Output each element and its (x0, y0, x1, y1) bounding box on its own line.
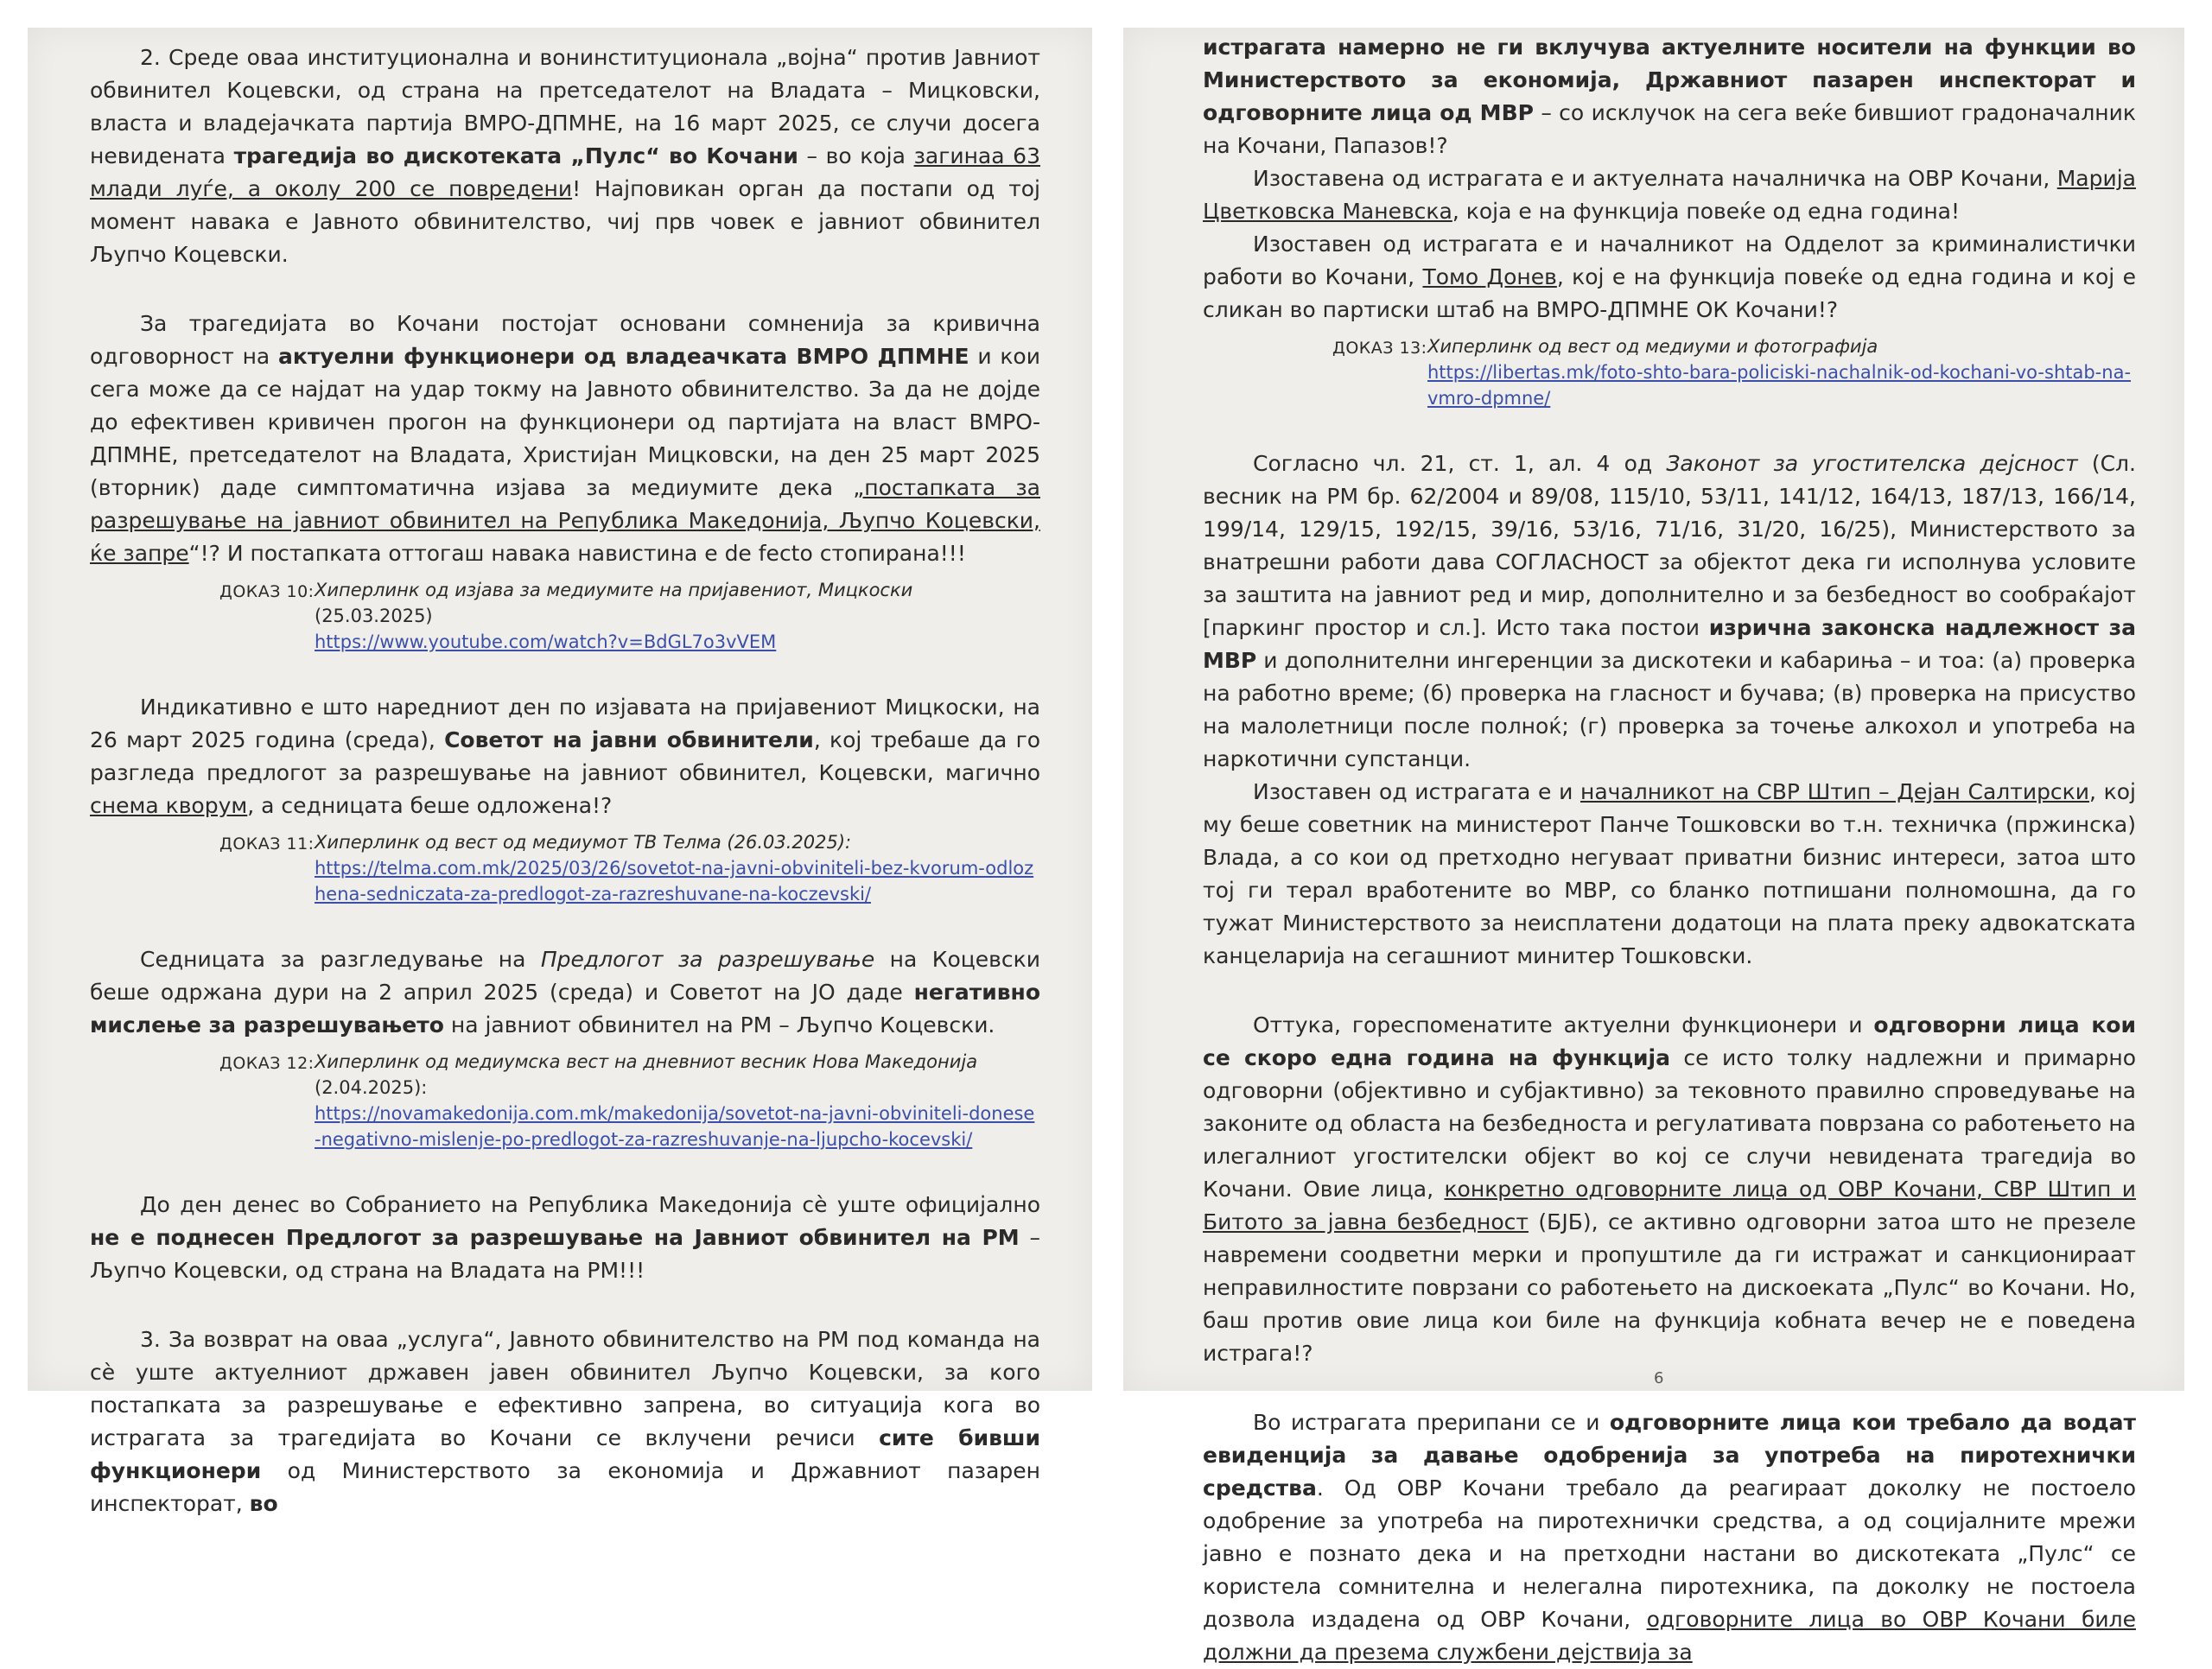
evidence-date: (2.04.2025): (315, 1077, 428, 1098)
paragraph-ovr-chief (1203, 162, 2136, 228)
text-span: . Од ОВР Кочани требало да реагираат доколку не постоело одобрение за употреба на пиротехнички средства, а од социјалните мрежи јавно е познато дека и на претходни настани во дискотеката „Пулс“ се користела сомнителна и нелегална пиротехника, па доколку не постоела дозвола издадена од ОВР Кочани, (1203, 1475, 2136, 1632)
bold-text: трагедија во дискотеката „Пулс“ во Кочани (233, 143, 798, 168)
text-span: (Сл. весник на РМ бр. 62/2004 и 89/08, 115/10, 53/11, 141/12, 164/13, 187/13, 166/14, 199/14, 129/15, 192/15, 39/16, 53/16, 71/16, 31/20, 16/25), Министерството за внатрешни работи дава СОГЛАСНОСТ за објектот дека ги исполнува условите за заштита на јавниот ред и мир, дополнително и за безбедност во сообраќајот [паркинг простор и сл.]. Исто така постои (1203, 451, 2136, 640)
paragraph-council-quorum (90, 691, 1040, 822)
text-span: , кој е на функција повеќе од една година и кој е сликан во партиски штаб на ВМРО-ДПМНЕ ОК Кочани!? (1203, 264, 2136, 322)
bold-text: негативно мислење за разрешувањето (90, 980, 1040, 1038)
text-span: Изоставен од истрагата е и началникот на Одделот за криминалистички работи во Кочани, (1203, 232, 2136, 289)
bold-text: актуелни функционери од владеачката ВМРО ДПМНЕ (277, 344, 969, 369)
underlined-text: Томо Донев (1422, 264, 1557, 289)
italic-text: Законот за угостителска дејсност (1666, 451, 2078, 476)
text-span: , кој требаше да го разгледа предлогот за разрешување на јавниот обвинител, Коцевски, магично (90, 727, 1041, 785)
document-page-right (1123, 28, 2184, 1665)
paragraph-pyrotechnics (1203, 1406, 2136, 1669)
bold-text: Советот на јавни обвинители (444, 727, 814, 752)
evidence-label: ДОКАЗ 11: (219, 834, 315, 854)
bold-text: во (249, 1491, 278, 1516)
evidence-label: ДОКАЗ 12: (219, 1054, 315, 1073)
text-span: на Коцевски беше одржана дури на 2 април 2025 (среда) и Советот на ЈО даде (90, 947, 1040, 1005)
paragraph-hospitality-law (1203, 447, 2136, 776)
text-span: – со исклучок на сега веќе бившиот градоначалник на Кочани, Папазов!? (1203, 100, 2136, 158)
text-span: (БЈБ), се активно одговорни затоа што не презеле навремени соодветни мерки и пропуштиле да ги истражат и санкционираат неправилностите поврзани со работењето на дискоеката „Пулс“ во Кочани. Но, баш против овие лица кои биле на функција кобната вечер не е поведена истрага!? (1203, 1209, 2136, 1366)
evidence-link[interactable]: https://telma.com.mk/2025/03/26/sovetot-na-javni-obviniteli-bez-kvorum-odlozhena-sedniczata-za-predlogot-za-razreshuvane-na-koczevski/ (315, 858, 1034, 904)
paragraph-responsible-persons (1203, 1009, 2136, 1370)
bold-text: одговорните лица кои требало да водат евиденција за давање одобренија за употреба на пиротехнички средства (1203, 1410, 2136, 1501)
bold-text: не е поднесен Предлогот за разрешување на Јавниот обвинител на РМ (90, 1225, 1020, 1250)
document-page-left (28, 28, 1092, 1516)
paragraph-session-april (90, 943, 1040, 1042)
evidence-description: Хиперлинк од вест од медиумот ТВ Телма (26.03.2025): (315, 832, 852, 853)
bold-text: сите бивши функционери (90, 1425, 1040, 1483)
evidence-description: Хиперлинк од изјава за медиумите на пријавениот, Мицкоски (315, 580, 913, 600)
text-span: се исто толку надлежни и примарно одговорни (објективно и субјактивно) за тековното правилно спроведување на законите од областа на безбедноста и регулативата поврзана со работењето на илегалниот угоститeлски објект во кој се случи невидената трагедија во Кочани. Овие лица, (1203, 1045, 2136, 1202)
text-span: Согласно чл. 21, ст. 1, ал. 4 од (1253, 451, 1667, 476)
underlined-text: началникот на СВР Штип – Дејан Салтирски (1580, 779, 2090, 804)
bold-text: одговорни лица кои се скоро една година на функција (1203, 1012, 2136, 1070)
text-span: – Љупчо Коцевски, од страна на Владата на РМ!!! (90, 1225, 1040, 1283)
text-span: на јавниот обвинител на РМ – Љупчо Коцевски. (443, 1012, 995, 1038)
text-span: , која е на функција повеќе од една година! (1452, 199, 1961, 224)
paragraph-continuation (1203, 31, 2136, 162)
text-span: и дополнителни ингеренции за дискотеки и кабариња – и тоа: (а) проверка на работно време; (б) проверка на гласност и бучава; (в) проверка на присуство на малолетници после полноќ; (г) проверка за точење алкохол и употреба на наркотични супстанци. (1203, 648, 2136, 771)
paragraph-point-2 (90, 41, 1040, 271)
text-span: и кои сега може да се најдат на удар токму на Јавното обвинителство. За да не дојде до ефективен кривичен прогон на функционери од партијата на власт ВМРО-ДПМНЕ, претседателот на Владата, Христијан Мицковски, на ден 25 март 2025 (вторник) даде симптоматична изјава за медиумите дека (90, 344, 1040, 500)
evidence-description: Хиперлинк од вест од медиуми и фотографија (1427, 336, 1878, 357)
page-number: 6 (1654, 1369, 1664, 1387)
underlined-text: Марија Цветковска Маневска (1203, 166, 2136, 224)
text-span: Седницата за разгледување на (140, 947, 541, 972)
text-span: До ден денес во Собранието на Република Македонија сè уште официјално (140, 1192, 1040, 1217)
text-span: За трагедијата во Кочани постојат основани сомненија за кривична одговорност на (90, 311, 1040, 369)
underlined-text: загинаа 63 млади луѓе, а околу 200 се повредени (90, 143, 1040, 201)
paragraph-svr-shtip (1203, 776, 2136, 973)
text-span: Индикативно е што наредниот ден по изјавата на пријавениот Мицкоски, на 26 март 2025 година (среда), (90, 695, 1040, 752)
paragraph-point-3 (90, 1323, 1040, 1520)
evidence-date: (25.03.2025) (315, 606, 433, 626)
text-span: 2. Среде оваа институционална и вонинституционала „војна“ против Јавниот обвинител Коцевски, од страна на претседателот на Владата – Мицковски, власта и владејачката партија ВМРО-ДПМНЕ, на 16 март 2025, се случи досега невидената (90, 45, 1040, 168)
text-span: 3. За возврат на оваа „услуга“, Јавното обвинителство на РМ под команда на сè уште актуелниот државен јавен обвинител Љупчо Коцевски, за кого постапката за разрешување е ефективно запрена, во ситуација кога во истрагата за трагедијата во Кочани се вклучени речиси (90, 1327, 1040, 1450)
underlined-text: снема кворум (90, 793, 248, 818)
text-span: , кој му беше советник на министерот Панче Тошковски во т.н. техничка (пржинска) Влада, а со кои од претходно негуваат приватни бизнис интереси, затоа што тој ги терал вработените во МВР, со бланко потпишани полномошна, да го тужат Министерството за неисплатени додатоци на плата преку адвокатската канцеларија на сегашниот минитер Тошковски. (1203, 779, 2136, 968)
evidence-label: ДОКАЗ 13: (1332, 339, 1427, 358)
bold-text: изрична законска надлежност за МВР (1203, 615, 2136, 673)
text-span: – во која (798, 143, 914, 168)
italic-text: Предлогот за разрешување (540, 947, 875, 972)
text-span: Изоставена од истрагата е и актуелната началничка на ОВР Кочани, (1253, 166, 2057, 191)
evidence-label: ДОКАЗ 10: (219, 582, 315, 601)
underlined-text: конкретно одговорните лица од ОВР Кочани, СВР Штип и Битото за јавна безбедност (1203, 1177, 2136, 1234)
paragraph-kochani-tragedy (90, 308, 1040, 570)
evidence-10 (219, 577, 1040, 655)
evidence-link[interactable]: https://novamakedonija.com.mk/makedonija/sovetot-na-javni-obviniteli-donese-negativno-mislenje-po-predlogot-za-razreshuvanje-na-ljupcho-kocevski/ (315, 1103, 1035, 1150)
text-span: Изоставен од истрагата е и (1253, 779, 1580, 804)
text-span: Оттука, гореспоменатите актуелни функционери и (1253, 1012, 1874, 1038)
text-span: , а седницата беше одложена!? (247, 793, 613, 818)
evidence-13 (1332, 333, 2136, 411)
paragraph-parliament (90, 1189, 1040, 1287)
text-span: од Министерството за економија и Државниот пазарен инспекторат, (90, 1458, 1040, 1516)
evidence-link[interactable]: https://www.youtube.com/watch?v=BdGL7o3vVEM (315, 631, 777, 652)
bold-text: истрагата намерно не ги вклучува актуелните носители на функции во Министерството за економија, Државниот пазарен инспекторат и одговорните лица од МВР (1203, 35, 2136, 125)
paragraph-crime-dept-chief (1203, 228, 2136, 327)
text-span: ! Најповикан орган да постапи од тој момент навака е Јавното обвинителство, чиј прв човек е јавниот обвинител Љупчо Коцевски. (90, 176, 1040, 267)
text-span: Во истрагата прерипани се и (1253, 1410, 1610, 1435)
text-span: “!? И постапката оттогаш навака навистина е de fecto стопирана!!! (188, 541, 966, 566)
underlined-text: одговорните лица во ОВР Кочани биле должни да презема службени дејствија за (1203, 1607, 2136, 1665)
evidence-link[interactable]: https://libertas.mk/foto-shto-bara-policiski-nachalnik-od-kochani-vo-shtab-na-vmro-dpmne/ (1427, 362, 2132, 409)
evidence-12 (219, 1049, 1040, 1152)
evidence-11 (219, 829, 1040, 907)
evidence-description: Хиперлинк од медиумска вест на дневниот весник Нова Македонија (315, 1051, 978, 1072)
underlined-text: „постапката за разрешување на јавниот обвинител на Република Македонија, Љупчо Коцевски, ќе запре (90, 475, 1040, 566)
